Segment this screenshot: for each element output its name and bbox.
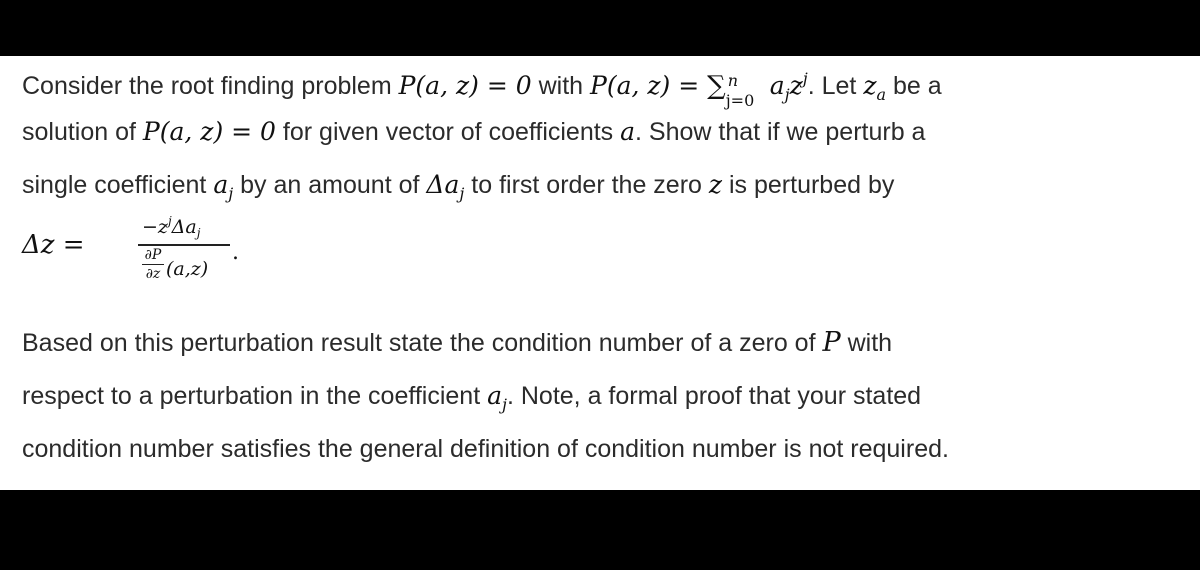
text-segment: . Let [807, 72, 864, 100]
text-line-4 [22, 328, 892, 358]
document-page [0, 56, 1200, 490]
formula-period: . [232, 240, 239, 265]
math-variable: z [863, 71, 877, 100]
text-segment: Based on this perturbation result state the condition number of a zero of [22, 329, 823, 357]
math-variable: a [213, 170, 229, 199]
fraction-numerator [142, 214, 200, 240]
math-equation: P(a, z) = 0 [142, 117, 276, 146]
superscript: j [802, 69, 808, 88]
sum-upper-limit: n [727, 71, 739, 91]
text-segment: respect to a perturbation in the coefficient [22, 382, 488, 410]
text-line-6 [22, 434, 949, 464]
text-segment: by an amount of [233, 171, 427, 199]
subscript: j [459, 184, 465, 203]
subscript: j [196, 226, 201, 240]
partial-derivative [142, 248, 164, 281]
partial-p: ∂P [144, 247, 162, 263]
text-segment: Consider the root finding problem [22, 72, 399, 100]
text-segment: condition number satisfies the general definition of condition number is not required. [22, 435, 949, 463]
denominator-args: (a,z) [166, 258, 209, 280]
numerator-z: −z [142, 216, 168, 238]
superscript: j [167, 214, 172, 228]
text-segment: to first order the zero [464, 171, 709, 199]
text-segment: . Show that if we perturb a [635, 118, 926, 146]
fraction-bar [138, 244, 230, 246]
text-segment: single coefficient [22, 171, 214, 199]
math-equation: P(a, z) = 0 [398, 71, 532, 100]
partial-bar [142, 264, 164, 265]
formula-lhs: Δz = [22, 230, 85, 260]
math-equation: P(a, z) = [590, 71, 708, 100]
sum-lower-limit: j=0 [725, 91, 755, 111]
text-segment: is perturbed by [722, 171, 895, 199]
subscript: a [876, 85, 887, 104]
math-variable: a [620, 117, 636, 146]
text-segment: be a [886, 72, 942, 100]
subscript: j [784, 85, 790, 104]
sum-symbol: ∑ [707, 71, 726, 101]
text-segment: for given vector of coefficients [275, 118, 621, 146]
sum-limits [725, 71, 770, 111]
text-line-5 [22, 381, 921, 420]
subscript: j [228, 184, 234, 203]
text-line-1 [22, 64, 942, 110]
text-line-3 [22, 170, 894, 209]
sum-term: a [769, 71, 785, 100]
partial-z: ∂z [145, 266, 161, 282]
text-segment: solution of [22, 118, 143, 146]
numerator-delta: Δa [171, 216, 197, 238]
math-variable: z [708, 170, 723, 199]
math-variable: P [822, 327, 841, 358]
text-line-2 [22, 117, 925, 147]
perturbation-formula [22, 214, 322, 294]
text-segment: . Note, a formal proof that your stated [506, 382, 922, 410]
math-variable: Δa [426, 170, 460, 199]
subscript: j [502, 395, 507, 414]
math-variable: a [487, 381, 503, 410]
text-segment: with [531, 72, 591, 100]
math-variable: z [789, 71, 803, 100]
text-segment: with [840, 329, 893, 357]
